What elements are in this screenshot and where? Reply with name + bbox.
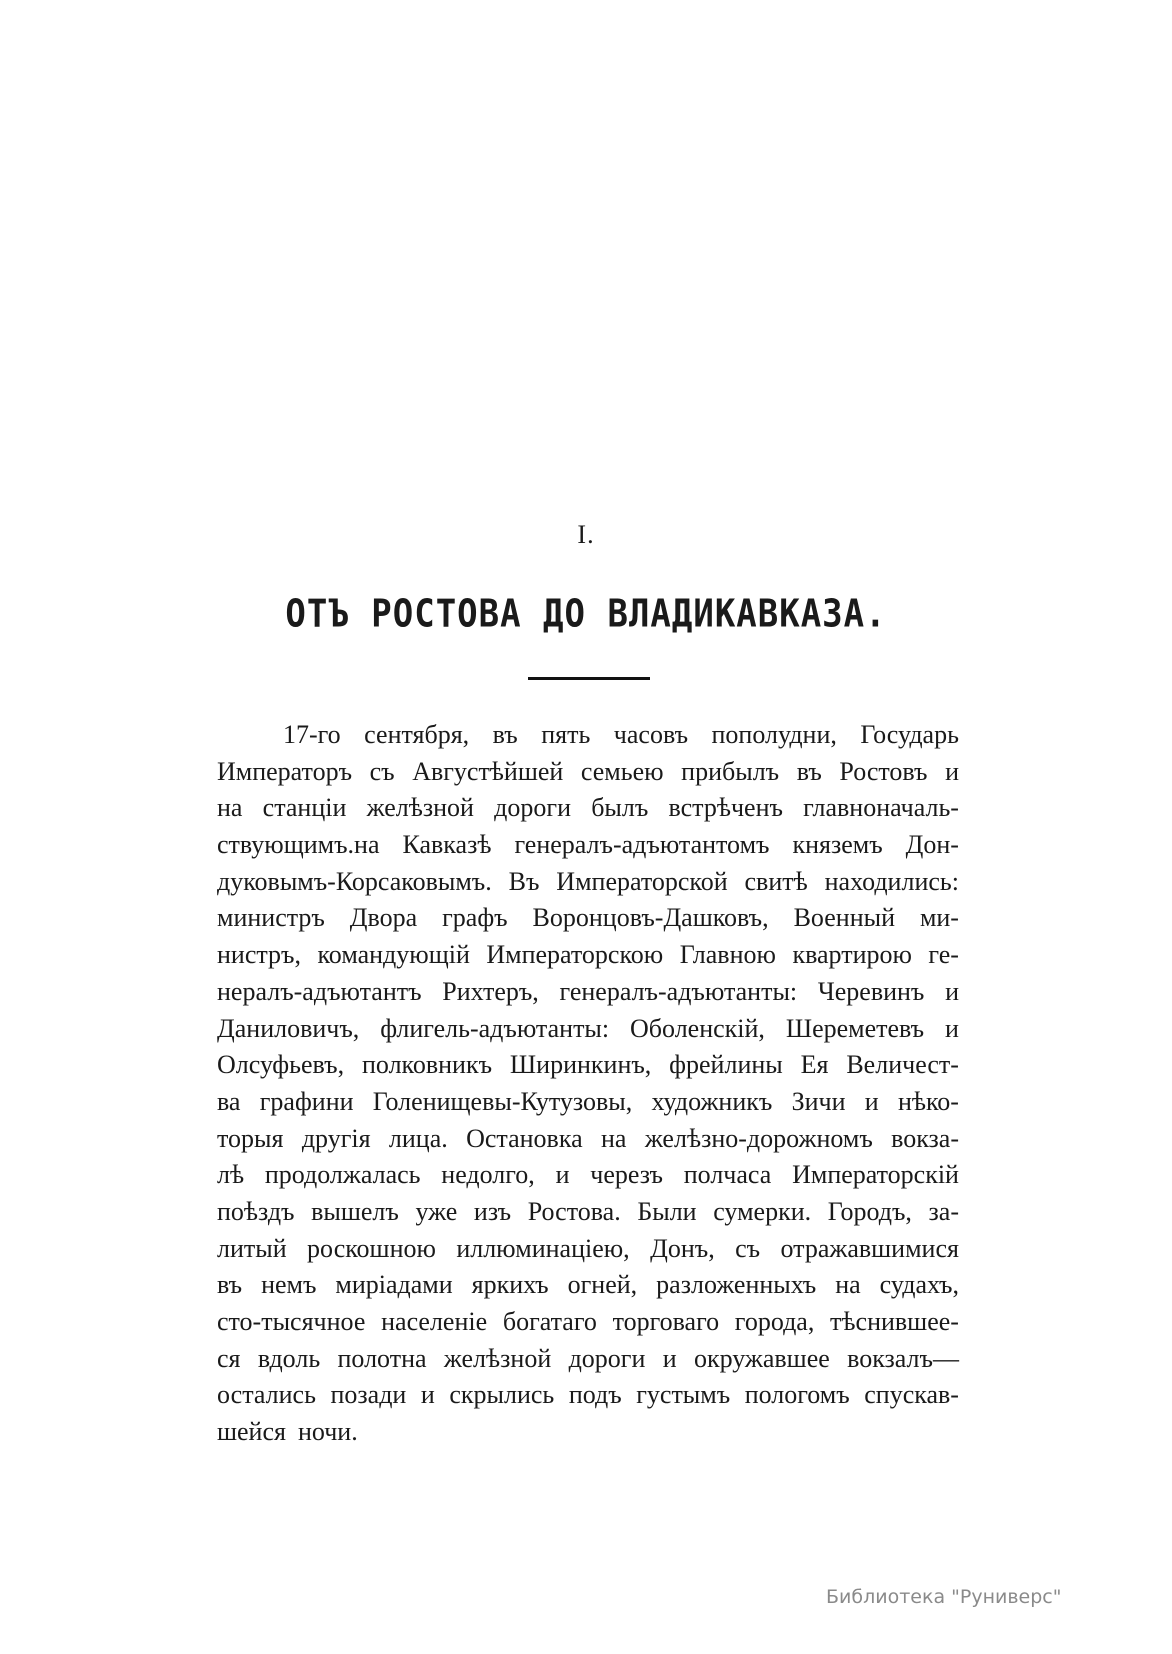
word: Кавказѣ xyxy=(402,830,492,860)
word: съ xyxy=(735,1233,761,1263)
word: желѣзной xyxy=(366,793,474,823)
word: шейся xyxy=(217,1417,286,1447)
word: пополудни, xyxy=(711,720,837,749)
word: скрылись xyxy=(449,1380,555,1410)
word: министръ xyxy=(217,903,325,933)
word: позади xyxy=(330,1380,407,1410)
word: сто-тысячное xyxy=(217,1307,366,1336)
word: Августѣйшей xyxy=(412,756,564,786)
word: дороги xyxy=(568,1343,646,1373)
word: съ xyxy=(369,756,395,786)
word: отражавшимися xyxy=(780,1233,959,1263)
word: недолго, xyxy=(441,1160,535,1190)
word: поѣздъ xyxy=(217,1196,295,1226)
word: пологомъ xyxy=(744,1380,850,1410)
word: княземъ xyxy=(792,830,883,860)
word: ми- xyxy=(919,903,959,933)
chapter-title: ОТЪ РОСТОВА ДО ВЛАДИКАВКАЗА. xyxy=(285,591,887,637)
word: Военный xyxy=(793,903,895,933)
word: остались xyxy=(217,1380,316,1410)
text-line xyxy=(217,900,959,937)
word: и xyxy=(945,976,959,1006)
word: на xyxy=(835,1270,861,1300)
word: квартирою xyxy=(792,940,912,970)
word: желѣзной xyxy=(443,1343,552,1373)
word: Воронцовъ-Дашковъ, xyxy=(532,903,769,933)
word: Ея xyxy=(800,1050,829,1080)
text-line xyxy=(217,717,959,754)
text-line xyxy=(217,1121,959,1158)
word: лица. xyxy=(388,1123,448,1153)
word: и xyxy=(864,1086,879,1116)
text-line xyxy=(217,1304,959,1341)
word: разложенныхъ xyxy=(656,1270,817,1300)
word: ге- xyxy=(928,940,959,970)
word: огней, xyxy=(567,1270,638,1300)
word: вдоль xyxy=(257,1343,321,1373)
word: полковникъ xyxy=(362,1050,493,1080)
word: 17-го xyxy=(283,720,341,749)
word: вышелъ xyxy=(311,1196,399,1226)
text-line xyxy=(217,1267,959,1304)
word: Даниловичъ, xyxy=(217,1013,360,1043)
word: Двора xyxy=(349,903,418,933)
word: за- xyxy=(928,1196,959,1226)
text-line xyxy=(217,827,959,864)
word: Черевинъ xyxy=(817,976,925,1006)
word: ночи. xyxy=(297,1417,358,1447)
word: въ xyxy=(217,1270,243,1300)
word: и xyxy=(555,1160,570,1190)
word: графини xyxy=(259,1086,354,1116)
text-line xyxy=(217,754,959,791)
text-line xyxy=(217,1341,959,1378)
word: другія xyxy=(301,1123,371,1153)
word: Главною xyxy=(679,940,776,970)
word: флигель-адъютанты: xyxy=(380,1013,610,1043)
body-paragraph xyxy=(217,717,959,1451)
word: свитѣ xyxy=(744,866,808,896)
word: Въ xyxy=(508,866,540,896)
word: генералъ-адъютанты: xyxy=(559,976,798,1006)
word: Шереметевъ xyxy=(785,1013,925,1043)
word: Донъ, xyxy=(650,1233,715,1263)
word: лѣ xyxy=(217,1160,245,1190)
word: Ширинкинъ, xyxy=(509,1050,652,1080)
word: вокзалъ— xyxy=(847,1343,959,1373)
text-line xyxy=(217,974,959,1011)
word: Оболенскій, xyxy=(630,1013,765,1043)
word: прибылъ xyxy=(681,756,780,786)
text-line xyxy=(217,1377,959,1414)
word: литый xyxy=(217,1233,287,1263)
word: въ xyxy=(796,756,822,786)
word: встрѣченъ xyxy=(668,793,783,823)
word: Дон- xyxy=(905,830,959,860)
word: полчаса xyxy=(683,1160,772,1190)
word: продолжалась xyxy=(264,1160,421,1190)
word: на xyxy=(217,793,243,823)
word: уже xyxy=(415,1196,458,1226)
word: нистръ, xyxy=(217,940,301,970)
word: и xyxy=(420,1380,435,1410)
word: богатаго xyxy=(502,1307,597,1336)
word: Зичи xyxy=(791,1086,846,1116)
word: ся xyxy=(217,1343,241,1373)
word: Государь xyxy=(860,720,959,749)
word: на xyxy=(600,1123,627,1153)
word: окружавшее xyxy=(693,1343,830,1373)
word: торговаго xyxy=(612,1307,720,1336)
title-divider xyxy=(528,677,650,680)
word: Были xyxy=(637,1196,697,1226)
word: изъ xyxy=(473,1196,512,1226)
text-line xyxy=(217,864,959,901)
word: командующій xyxy=(317,940,470,970)
word: главноначаль- xyxy=(803,793,959,823)
word: нералъ-адъютантъ xyxy=(217,976,422,1006)
word: и xyxy=(662,1343,677,1373)
word: пять xyxy=(541,720,591,749)
word: подъ xyxy=(568,1380,622,1410)
word: дуковымъ-Корсаковымъ. xyxy=(217,866,492,896)
word: города, xyxy=(734,1307,815,1336)
word: и xyxy=(945,756,959,786)
word: станціи xyxy=(262,793,347,823)
word: графъ xyxy=(442,903,508,933)
text-line xyxy=(217,1084,959,1121)
word: Олсуфьевъ, xyxy=(217,1050,345,1080)
word: семьею xyxy=(580,756,664,786)
word: иллюминаціею, xyxy=(456,1233,630,1263)
word: находились: xyxy=(824,866,959,896)
word: сентября, xyxy=(364,720,470,749)
word: Голенищевы-Кутузовы, xyxy=(372,1086,633,1116)
word: густымъ xyxy=(636,1380,731,1410)
word: тѣснившее- xyxy=(830,1307,959,1336)
word: населеніе xyxy=(381,1307,488,1336)
text-line xyxy=(217,1194,959,1231)
word: генералъ-адъютантомъ xyxy=(514,830,770,860)
word: былъ xyxy=(591,793,649,823)
text-line xyxy=(217,1047,959,1084)
text-line xyxy=(217,1011,959,1048)
word: и xyxy=(945,1013,959,1043)
library-watermark: Библиотека "Руниверс" xyxy=(826,1586,1062,1608)
word: желѣзно-дорожномъ xyxy=(644,1123,873,1153)
word: Императоръ xyxy=(217,756,353,786)
word: роскошною xyxy=(307,1233,436,1263)
word: фрейлины xyxy=(669,1050,783,1080)
word: сумерки. xyxy=(713,1196,812,1226)
text-line xyxy=(217,1414,959,1451)
word: Городъ, xyxy=(827,1196,912,1226)
word: въ xyxy=(492,720,518,749)
word: немъ xyxy=(261,1270,317,1300)
text-line xyxy=(217,790,959,827)
chapter-number: I. xyxy=(577,520,595,549)
word: дороги xyxy=(494,793,571,823)
word: Рихтеръ, xyxy=(442,976,539,1006)
word: ва xyxy=(217,1086,241,1116)
word: полотна xyxy=(337,1343,427,1373)
word: яркихъ xyxy=(471,1270,549,1300)
text-line xyxy=(217,937,959,974)
word: Остановка xyxy=(466,1123,583,1153)
word: Императорскій xyxy=(792,1160,959,1190)
word: Величест- xyxy=(846,1050,959,1080)
word: черезъ xyxy=(590,1160,663,1190)
word: нѣко- xyxy=(897,1086,959,1116)
word: вокза- xyxy=(891,1123,959,1153)
word: миріадами xyxy=(335,1270,453,1300)
word: Императорской xyxy=(556,866,728,896)
word: ствующимъ.на xyxy=(217,830,380,860)
word: Императорскою xyxy=(486,940,664,970)
text-line xyxy=(217,1231,959,1268)
word: часовъ xyxy=(613,720,689,749)
word: Ростовъ xyxy=(839,756,928,786)
word: судахъ, xyxy=(879,1270,959,1300)
word: торыя xyxy=(217,1123,284,1153)
word: спускав- xyxy=(864,1380,959,1410)
word: художникъ xyxy=(651,1086,773,1116)
text-line xyxy=(217,1157,959,1194)
word: Ростова. xyxy=(527,1196,621,1226)
